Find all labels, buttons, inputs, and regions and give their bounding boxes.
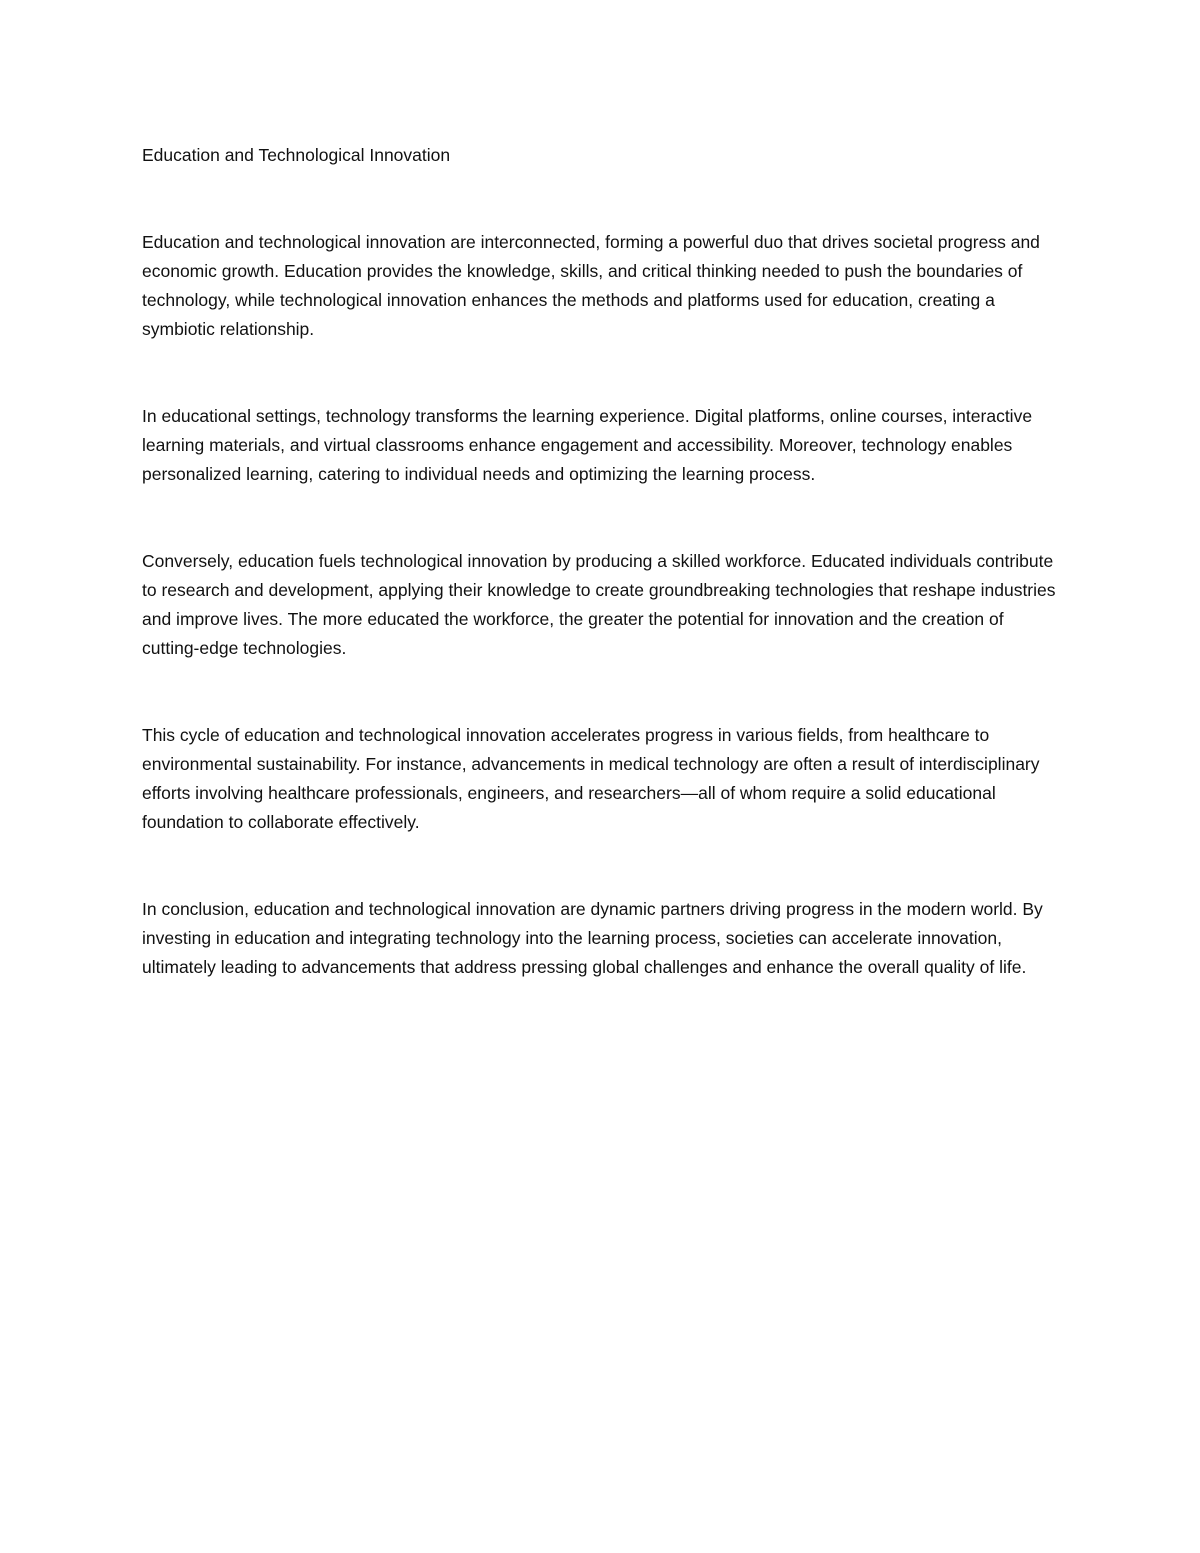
paragraph-cycle: This cycle of education and technological innovation accelerates progress in various fields, from healthcare to environmental sustainability. For instance, advancements in medical technology are often a result of interdisciplinary efforts involving healthcare professionals, engineers, and researchers—all of whom require a solid educational foundation to collaborate effectively. bbox=[142, 725, 1040, 832]
paragraph-conclusion: In conclusion, education and technological innovation are dynamic partners driving progress in the modern world. By investing in education and integrating technology into the learning process, societies can accelerate innovation, ultimately leading to advancements that address pressing global challenges and enhance the overall quality of life. bbox=[142, 899, 1043, 977]
paragraph-educational-settings: In educational settings, technology transforms the learning experience. Digital platforms, online courses, interactive learning materials, and virtual classrooms enhance engagement and accessibility. Moreover, technology enables personalized learning, catering to individual needs and optimizing the learning process. bbox=[142, 406, 1033, 484]
document-body bbox=[142, 141, 1064, 1040]
document-title: Education and Technological Innovation bbox=[142, 145, 451, 165]
paragraph-skilled-workforce: Conversely, education fuels technological innovation by producing a skilled workforce. Educated individuals contribute to research and development, applying their knowledge to create groundbreaking technologies that reshape industries and improve lives. The more educated the workforce, the greater the potential for innovation and the creation of cutting-edge technologies. bbox=[142, 551, 1056, 658]
paragraph-intro: Education and technological innovation are interconnected, forming a powerful duo that drives societal progress and economic growth. Education provides the knowledge, skills, and critical thinking needed to push the boundaries of technology, while technological innovation enhances the methods and platforms used for education, creating a symbiotic relationship. bbox=[142, 232, 1040, 339]
